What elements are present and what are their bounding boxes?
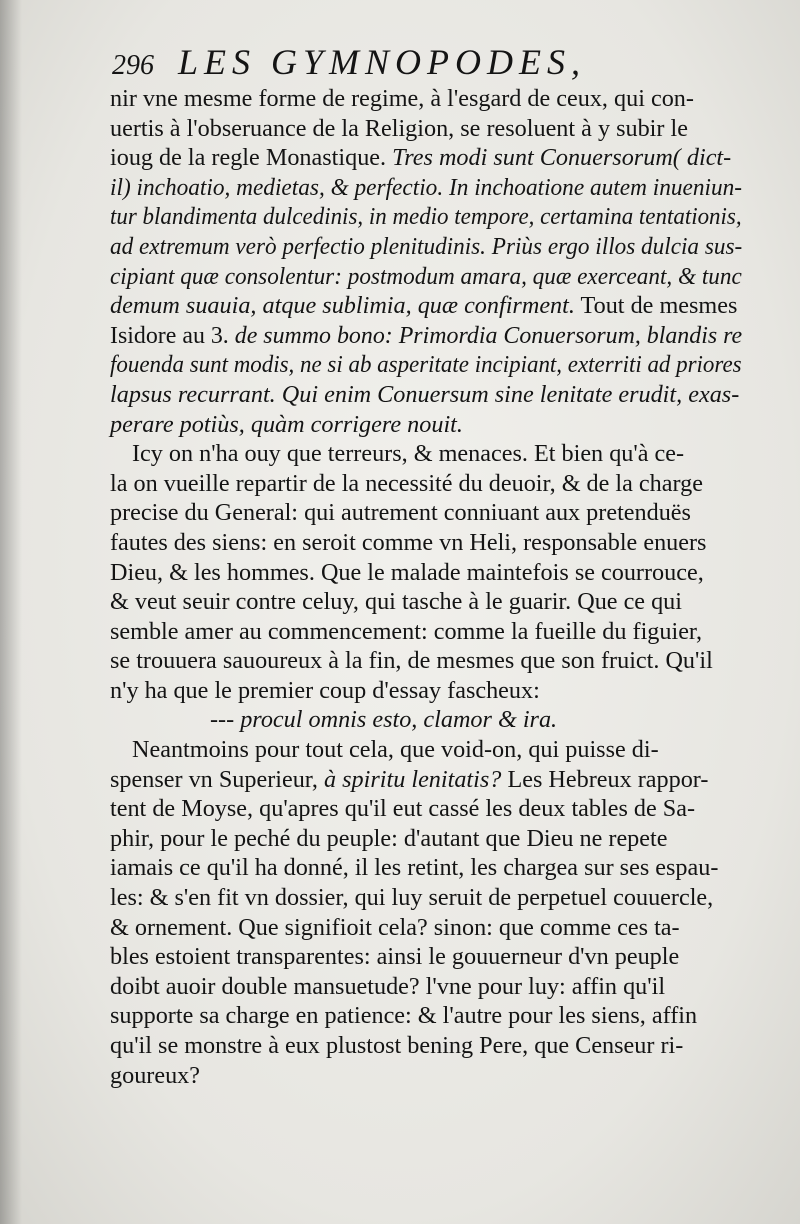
text-line <box>110 824 742 854</box>
french-text: semble amer au commencement: comme la fueille du figuier, <box>110 617 703 645</box>
text-line <box>110 350 742 380</box>
latin-quotation: ad extremum verò perfectio plenitudinis. Priùs ergo illos dulcia sus- <box>110 232 743 260</box>
latin-quotation: à spiritu lenitatis? <box>323 765 502 793</box>
text-line <box>110 617 742 647</box>
text-line <box>110 883 742 913</box>
french-text: spenser vn Superieur, <box>110 765 324 793</box>
latin-quotation: tur blandimenta dulcedinis, in medio tempore, certamina tentationis, <box>110 203 742 231</box>
french-text: la on vueille repartir de la necessité du deuoir, & de la charge <box>110 469 703 497</box>
french-text: & ornement. Que signifioit cela? sinon: que comme ces ta- <box>110 913 680 941</box>
running-title: LES GYMNOPODES, <box>178 42 587 82</box>
latin-quotation: il) inchoatio, medietas, & perfectio. In inchoatione autem inueniun- <box>110 173 743 201</box>
french-text: Tout de mesmes <box>574 292 738 320</box>
latin-quotation: perare potiùs, quàm corrigere nouit. <box>110 410 463 438</box>
text-line <box>110 765 742 795</box>
text-line <box>110 558 742 588</box>
text-line <box>110 498 742 528</box>
text-line <box>110 143 742 173</box>
text-line <box>110 202 742 232</box>
text-line <box>110 232 743 262</box>
french-text: les: & s'en fit vn dossier, qui luy seruit de perpetuel couuercle, <box>110 884 714 912</box>
latin-quotation: lapsus recurrant. Qui enim Conuersum sine lenitate erudit, exas- <box>110 380 740 408</box>
text-line <box>110 853 742 883</box>
text-line <box>110 705 742 735</box>
french-text: precise du General: qui autrement conniuant aux pretenduës <box>110 499 691 527</box>
french-text: supporte sa charge en patience: & l'autre pour les siens, affin <box>110 1002 698 1030</box>
french-text: qu'il se monstre à eux plustost bening Pere, que Censeur ri- <box>110 1032 684 1059</box>
french-text: Isidore au 3. <box>110 321 235 349</box>
latin-quotation: cipiant quæ consolentur: postmodum amara, quæ exerceant, & tunc <box>110 262 742 290</box>
french-text: tent de Moyse, qu'apres qu'il eut cassé les deux tables de Sa- <box>110 795 696 823</box>
french-text: phir, pour le peché du peuple: d'autant que Dieu ne repete <box>110 824 668 852</box>
french-text: iamais ce qu'il ha donné, il les retint, les chargea sur ses espau- <box>110 854 719 882</box>
text-line <box>110 972 742 1002</box>
text-line <box>110 587 742 617</box>
text-line <box>110 114 742 144</box>
text-line <box>110 439 742 469</box>
text-line <box>110 84 742 114</box>
french-text: goureux? <box>110 1061 200 1089</box>
french-text: Icy on n'ha ouy que terreurs, & menaces. Et bien qu'à ce- <box>132 440 685 468</box>
text-line <box>110 528 742 558</box>
french-text: bles estoient transparentes: ainsi le gouuerneur d'vn peuple <box>110 943 680 971</box>
french-text: & veut seuir contre celuy, qui tasche à le guarir. Que ce qui <box>110 588 682 616</box>
text-line <box>110 262 742 292</box>
latin-quotation: de summo bono: Primordia Conuersorum, blandis re <box>234 321 743 349</box>
french-text: se trouuera sauoureux à la fin, de mesmes que son fruict. Qu'il <box>110 647 713 675</box>
body-text <box>110 84 742 1090</box>
text-line <box>110 794 742 824</box>
french-text: Neantmoins pour tout cela, que void-on, qui puisse di- <box>132 736 659 764</box>
page-number: 296 <box>112 50 154 81</box>
text-line <box>110 913 742 943</box>
french-text: fautes des siens: en seroit comme vn Heli, responsable enuers <box>110 528 707 556</box>
french-text: Les Hebreux rappor- <box>501 765 709 793</box>
text-line <box>110 291 742 321</box>
text-line <box>110 410 742 440</box>
text-line <box>110 646 742 676</box>
latin-quotation: demum suauia, atque sublimia, quæ confirment. <box>110 292 575 320</box>
french-text: uertis à l'obseruance de la Religion, se resoluent à y subir le <box>110 114 688 142</box>
text-line <box>110 321 743 351</box>
french-text: doibt auoir double mansuetude? l'vne pour luy: affin qu'il <box>110 972 666 1000</box>
french-text: Dieu, & les hommes. Que le malade maintefois se courrouce, <box>110 558 704 586</box>
text-line <box>110 469 742 499</box>
text-line <box>110 1061 742 1091</box>
text-line <box>110 676 742 706</box>
text-line <box>110 735 742 765</box>
running-header <box>112 40 732 88</box>
text-line <box>110 380 742 410</box>
latin-quotation: --- procul omnis esto, clamor & ira. <box>210 706 558 734</box>
text-line <box>110 1031 742 1061</box>
french-text: ioug de la regle Monastique. <box>110 144 393 172</box>
latin-quotation: fouenda sunt modis, ne si ab asperitate incipiant, exterriti ad priores <box>110 351 742 379</box>
text-line <box>110 1001 742 1031</box>
french-text: n'y ha que le premier coup d'essay fascheux: <box>110 676 540 704</box>
french-text: nir vne mesme forme de regime, à l'esgard de ceux, qui con- <box>110 85 694 112</box>
latin-quotation: Tres modi sunt Conuersorum( dict- <box>392 144 732 172</box>
gutter-shadow <box>0 0 22 1224</box>
text-line <box>110 942 742 972</box>
text-line <box>110 173 743 203</box>
